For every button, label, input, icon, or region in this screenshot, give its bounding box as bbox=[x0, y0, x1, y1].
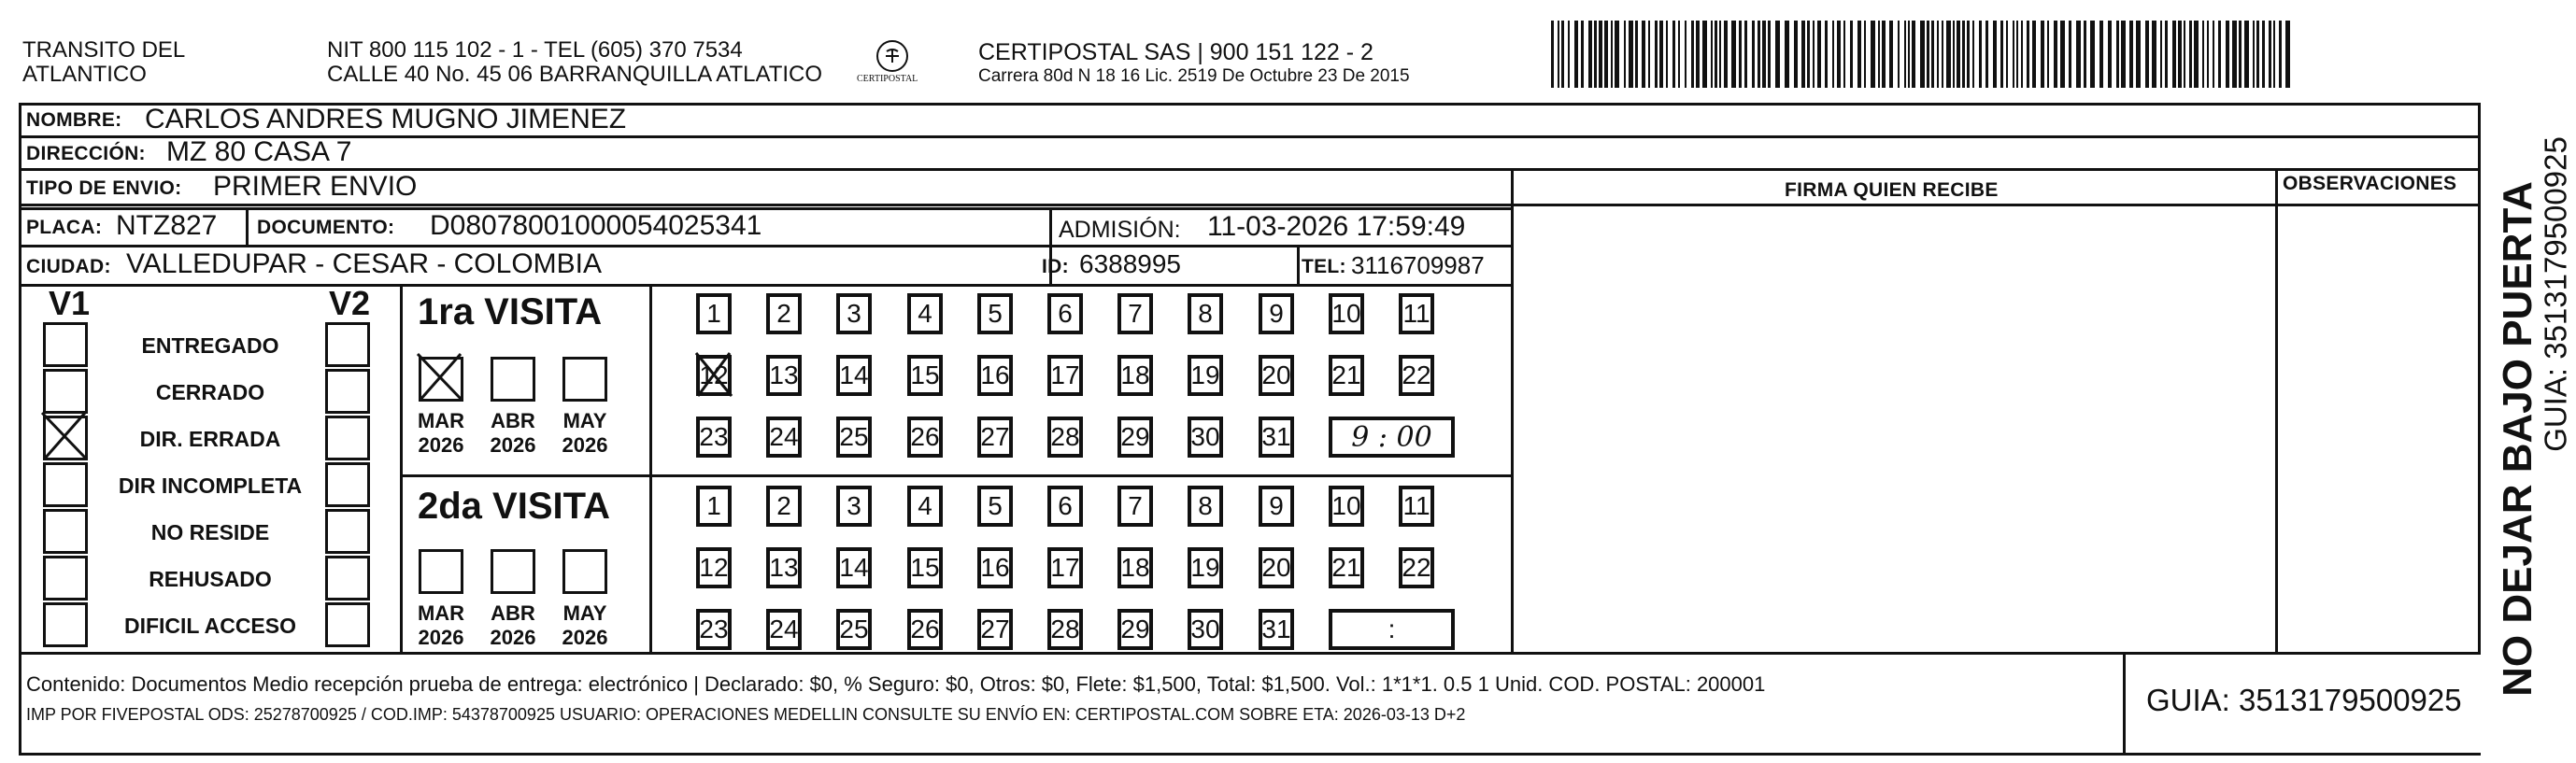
status-label: DIR. ERRADA bbox=[139, 427, 281, 451]
day-box[interactable]: 15 bbox=[907, 355, 943, 396]
check-mark-icon bbox=[414, 352, 466, 404]
barcode-bar bbox=[1843, 21, 1845, 88]
license-line: Carrera 80d N 18 16 Lic. 2519 De Octubre 23 De 2015 bbox=[978, 66, 1410, 86]
id-value: 6388995 bbox=[1079, 249, 1182, 278]
v1-checkbox[interactable] bbox=[43, 416, 88, 460]
barcode-bar bbox=[2184, 21, 2185, 88]
status-label: ENTREGADO bbox=[141, 333, 279, 358]
barcode-bar bbox=[1581, 21, 1584, 88]
month-label: MAY 2026 bbox=[562, 601, 608, 650]
day-box[interactable]: 1 bbox=[696, 293, 732, 334]
barcode-bar bbox=[1615, 21, 1619, 88]
barcode-bar bbox=[2108, 21, 2112, 88]
company-name-line1: TRANSITO DEL bbox=[22, 37, 186, 63]
v1-checkbox[interactable] bbox=[43, 369, 88, 414]
row-divider bbox=[19, 245, 1511, 247]
barcode-bar bbox=[2239, 21, 2242, 88]
visit-divider bbox=[400, 474, 1511, 477]
day-box[interactable]: 27 bbox=[977, 417, 1013, 458]
barcode-bar bbox=[1801, 21, 1805, 88]
barcode-bar bbox=[2202, 21, 2204, 88]
barcode-bar bbox=[2165, 21, 2168, 88]
certipostal-line: CERTIPOSTAL SAS | 900 151 122 - 2 bbox=[978, 39, 1373, 65]
barcode-bar bbox=[2027, 21, 2029, 88]
footer-guia-divider bbox=[2123, 652, 2126, 753]
barcode-bar bbox=[2218, 21, 2221, 88]
barcode-bar bbox=[1696, 21, 1700, 88]
v1-checkbox[interactable] bbox=[43, 509, 88, 554]
visit1-title: 1ra VISITA bbox=[418, 291, 603, 332]
barcode-bar bbox=[2032, 21, 2036, 88]
calendar-divider bbox=[649, 284, 652, 652]
status-label: REHUSADO bbox=[149, 567, 272, 591]
day-box[interactable]: 13 bbox=[766, 355, 802, 396]
day-box[interactable]: 10 bbox=[1329, 486, 1364, 527]
day-box[interactable]: 31 bbox=[1259, 417, 1294, 458]
barcode-bar bbox=[2000, 21, 2003, 88]
barcode-bar bbox=[1624, 21, 1626, 88]
barcode-bar bbox=[1758, 21, 1760, 88]
day-box[interactable]: 29 bbox=[1117, 609, 1153, 650]
status-label: NO RESIDE bbox=[150, 520, 270, 544]
barcode-bar bbox=[1979, 21, 1982, 88]
day-box[interactable]: 30 bbox=[1188, 417, 1223, 458]
barcode-bar bbox=[2262, 21, 2265, 88]
v1-label: V1 bbox=[49, 284, 91, 322]
barcode-bar bbox=[1739, 21, 1742, 88]
signature-left-line bbox=[1511, 168, 1514, 652]
frame-bottom-line bbox=[19, 753, 2481, 756]
barcode-bar bbox=[2006, 21, 2008, 88]
barcode-bar bbox=[1594, 21, 1597, 88]
time-box[interactable] bbox=[1329, 417, 1455, 458]
row-divider bbox=[19, 207, 1511, 210]
barcode-bar bbox=[2129, 21, 2133, 88]
firma-label: FIRMA QUIEN RECIBE bbox=[1785, 179, 1999, 201]
barcode-bar bbox=[2189, 21, 2192, 88]
barcode-bar bbox=[1904, 21, 1906, 88]
barcode-bar bbox=[1985, 21, 1988, 88]
barcode-bar bbox=[2013, 21, 2014, 88]
barcode-bar bbox=[2152, 21, 2156, 88]
barcode-bar bbox=[1993, 21, 1997, 88]
barcode-bar bbox=[2121, 21, 2126, 88]
barcode-bar bbox=[2172, 21, 2176, 88]
day-box[interactable]: 31 bbox=[1259, 609, 1294, 650]
barcode bbox=[1551, 21, 2298, 91]
company-name-line2: ATLANTICO bbox=[22, 62, 147, 87]
barcode-bar bbox=[1817, 21, 1821, 88]
day-box[interactable]: 5 bbox=[977, 486, 1013, 527]
barcode-bar bbox=[1962, 21, 1965, 88]
barcode-bar bbox=[2021, 21, 2023, 88]
day-box[interactable]: 11 bbox=[1399, 486, 1434, 527]
day-box[interactable]: 23 bbox=[696, 417, 732, 458]
barcode-bar bbox=[2090, 21, 2095, 88]
month-checkbox[interactable] bbox=[562, 549, 607, 594]
no-dejar-bajo-puerta: NO DEJAR BAJO PUERTA bbox=[2495, 181, 2540, 697]
day-box[interactable]: 29 bbox=[1117, 417, 1153, 458]
barcode-bar bbox=[1611, 21, 1613, 88]
barcode-bar bbox=[2145, 21, 2149, 88]
day-box[interactable]: 6 bbox=[1047, 486, 1083, 527]
day-box[interactable]: 20 bbox=[1259, 547, 1294, 588]
barcode-bar bbox=[2244, 21, 2249, 88]
placa-divider bbox=[246, 207, 249, 245]
day-box[interactable]: 14 bbox=[836, 547, 872, 588]
day-box[interactable]: 1 bbox=[696, 486, 732, 527]
signature-header-line bbox=[1511, 204, 2478, 206]
barcode-bar bbox=[1655, 21, 1658, 88]
barcode-bar bbox=[1752, 21, 1755, 88]
month-label: ABR 2026 bbox=[490, 601, 536, 650]
day-box[interactable]: 28 bbox=[1047, 609, 1083, 650]
certipostal-logo bbox=[855, 37, 930, 92]
barcode-bar bbox=[2253, 21, 2255, 88]
barcode-bar bbox=[1794, 21, 1798, 88]
check-mark-icon bbox=[38, 411, 91, 463]
v2-checkbox[interactable] bbox=[325, 322, 370, 367]
barcode-bar bbox=[2285, 21, 2290, 88]
barcode-bar bbox=[1898, 21, 1900, 88]
barcode-bar bbox=[1762, 21, 1766, 88]
side-guia: GUIA: 3513179500925 bbox=[2538, 136, 2573, 452]
address-line: CALLE 40 No. 45 06 BARRANQUILLA ATLATICO bbox=[327, 62, 823, 87]
barcode-bar bbox=[1871, 21, 1875, 88]
id-label: ID: bbox=[1042, 256, 1069, 277]
barcode-bar bbox=[1574, 21, 1578, 88]
barcode-bar bbox=[1561, 21, 1564, 88]
day-box[interactable]: 18 bbox=[1117, 355, 1153, 396]
barcode-bar bbox=[1912, 21, 1915, 88]
barcode-bar bbox=[1857, 21, 1861, 88]
month-checkbox[interactable] bbox=[419, 549, 463, 594]
barcode-bar bbox=[1666, 21, 1668, 88]
v2-checkbox[interactable] bbox=[325, 509, 370, 554]
footer-guia: GUIA: 3513179500925 bbox=[2146, 683, 2462, 717]
barcode-bar bbox=[1889, 21, 1893, 88]
barcode-bar bbox=[2160, 21, 2162, 88]
day-box[interactable]: 25 bbox=[836, 609, 872, 650]
day-box[interactable]: 24 bbox=[766, 417, 802, 458]
v2-checkbox[interactable] bbox=[325, 416, 370, 460]
month-checkbox[interactable] bbox=[491, 357, 535, 402]
barcode-bar bbox=[1642, 21, 1645, 88]
barcode-bar bbox=[2069, 21, 2071, 88]
barcode-bar bbox=[1785, 21, 1789, 88]
v2-label: V2 bbox=[329, 284, 371, 322]
barcode-bar bbox=[1599, 21, 1602, 88]
day-box[interactable]: 7 bbox=[1117, 486, 1153, 527]
status-label: DIR INCOMPLETA bbox=[118, 473, 303, 498]
placa-label: PLACA: bbox=[26, 217, 103, 238]
tipo-envio-value: PRIMER ENVIO bbox=[213, 171, 418, 202]
v1-checkbox[interactable] bbox=[43, 462, 88, 507]
day-box[interactable]: 8 bbox=[1188, 486, 1223, 527]
visit2-title: 2da VISITA bbox=[418, 486, 610, 527]
v2-checkbox[interactable] bbox=[325, 369, 370, 414]
barcode-bar bbox=[2256, 21, 2259, 88]
barcode-bar bbox=[1832, 21, 1834, 88]
barcode-bar bbox=[1685, 21, 1686, 88]
month-label: MAR 2026 bbox=[417, 409, 465, 458]
ciudad-value: VALLEDUPAR - CESAR - COLOMBIA bbox=[126, 248, 603, 279]
day-box[interactable]: 12 bbox=[696, 355, 732, 396]
barcode-bar bbox=[1604, 21, 1608, 88]
barcode-bar bbox=[2054, 21, 2057, 88]
barcode-bar bbox=[1672, 21, 1675, 88]
time-value: 9 : 00 bbox=[1351, 420, 1432, 454]
barcode-bar bbox=[1878, 21, 1880, 88]
time-box[interactable] bbox=[1329, 609, 1455, 650]
day-box[interactable]: 3 bbox=[836, 486, 872, 527]
day-box[interactable]: 18 bbox=[1117, 547, 1153, 588]
barcode-bar bbox=[2047, 21, 2049, 88]
day-box[interactable]: 24 bbox=[766, 609, 802, 650]
day-box[interactable]: 26 bbox=[907, 609, 943, 650]
frame-left-line bbox=[19, 103, 21, 753]
v2-checkbox[interactable] bbox=[325, 556, 370, 601]
day-box[interactable]: 20 bbox=[1259, 355, 1294, 396]
barcode-bar bbox=[1807, 21, 1810, 88]
barcode-bar bbox=[2279, 21, 2282, 88]
barcode-bar bbox=[2273, 21, 2275, 88]
day-box[interactable]: 14 bbox=[836, 355, 872, 396]
day-box[interactable]: 27 bbox=[977, 609, 1013, 650]
day-box[interactable]: 9 bbox=[1259, 486, 1294, 527]
month-checkbox[interactable] bbox=[491, 549, 535, 594]
barcode-bar bbox=[2041, 21, 2044, 88]
month-label: MAR 2026 bbox=[417, 601, 465, 650]
barcode-bar bbox=[1724, 21, 1728, 88]
day-box[interactable]: 28 bbox=[1047, 417, 1083, 458]
day-box[interactable]: 21 bbox=[1329, 547, 1364, 588]
day-box[interactable]: 22 bbox=[1399, 547, 1434, 588]
barcode-bar bbox=[2178, 21, 2182, 88]
barcode-bar bbox=[1719, 21, 1721, 88]
barcode-bar bbox=[1850, 21, 1853, 88]
day-box[interactable]: 15 bbox=[907, 547, 943, 588]
barcode-bar bbox=[2116, 21, 2119, 88]
day-box[interactable]: 16 bbox=[977, 547, 1013, 588]
barcode-bar bbox=[1711, 21, 1713, 88]
row-divider bbox=[19, 284, 1511, 287]
observaciones-label: OBSERVACIONES bbox=[2283, 173, 2457, 194]
footer-top-line bbox=[19, 652, 2481, 655]
day-box[interactable]: 11 bbox=[1399, 293, 1434, 334]
day-box[interactable]: 12 bbox=[696, 547, 732, 588]
day-box[interactable]: 7 bbox=[1117, 293, 1153, 334]
barcode-bar bbox=[2207, 21, 2209, 88]
barcode-bar bbox=[1927, 21, 1929, 88]
day-box[interactable]: 2 bbox=[766, 293, 802, 334]
barcode-bar bbox=[2232, 21, 2237, 88]
barcode-bar bbox=[1768, 21, 1771, 88]
month-label: MAY 2026 bbox=[562, 409, 608, 458]
placa-value: NTZ827 bbox=[116, 210, 218, 241]
month-label: ABR 2026 bbox=[490, 409, 536, 458]
day-box[interactable]: 9 bbox=[1259, 293, 1294, 334]
documento-label: DOCUMENTO: bbox=[257, 217, 395, 238]
row-divider bbox=[19, 135, 2478, 138]
day-box[interactable]: 17 bbox=[1047, 547, 1083, 588]
check-mark-icon bbox=[692, 351, 735, 400]
barcode-bar bbox=[1731, 21, 1736, 88]
day-box[interactable]: 10 bbox=[1329, 293, 1364, 334]
day-box[interactable]: 19 bbox=[1188, 547, 1223, 588]
barcode-bar bbox=[2194, 21, 2199, 88]
barcode-bar bbox=[1775, 21, 1780, 88]
nombre-label: NOMBRE: bbox=[26, 109, 122, 131]
barcode-bar bbox=[2016, 21, 2018, 88]
day-box[interactable]: 22 bbox=[1399, 355, 1434, 396]
barcode-bar bbox=[2076, 21, 2081, 88]
day-box[interactable]: 13 bbox=[766, 547, 802, 588]
barcode-bar bbox=[1691, 21, 1694, 88]
status-label: DIFICIL ACCESO bbox=[123, 614, 296, 638]
barcode-bar bbox=[2060, 21, 2065, 88]
month-checkbox[interactable] bbox=[419, 357, 463, 402]
nombre-value: CARLOS ANDRES MUGNO JIMENEZ bbox=[145, 104, 627, 134]
barcode-bar bbox=[1972, 21, 1974, 88]
day-box[interactable]: 30 bbox=[1188, 609, 1223, 650]
barcode-bar bbox=[1715, 21, 1717, 88]
barcode-bar bbox=[1678, 21, 1680, 88]
day-box[interactable]: 21 bbox=[1329, 355, 1364, 396]
tel-label: TEL: bbox=[1302, 256, 1346, 277]
barcode-bar bbox=[1920, 21, 1925, 88]
day-box[interactable]: 19 bbox=[1188, 355, 1223, 396]
barcode-bar bbox=[1813, 21, 1815, 88]
barcode-bar bbox=[1702, 21, 1707, 88]
barcode-bar bbox=[1568, 21, 1570, 88]
barcode-bar bbox=[1659, 21, 1663, 88]
barcode-bar bbox=[1953, 21, 1955, 88]
footer-imp: IMP POR FIVEPOSTAL ODS: 25278700925 / COD.IMP: 54378700925 USUARIO: OPERACIONES MEDELLIN CONSULTE SU ENVÍO EN: CERTIPOSTAL.COM SOBRE ETA: 2026-03-13 D+2 bbox=[26, 705, 1466, 724]
barcode-bar bbox=[1937, 21, 1939, 88]
barcode-bar bbox=[1957, 21, 1960, 88]
day-box[interactable]: 4 bbox=[907, 486, 943, 527]
admision-label: ADMISIÓN: bbox=[1059, 217, 1181, 243]
barcode-bar bbox=[2269, 21, 2271, 88]
admision-value: 11-03-2026 17:59:49 bbox=[1207, 211, 1466, 242]
obs-right-line bbox=[2478, 168, 2481, 652]
day-box[interactable]: 2 bbox=[766, 486, 802, 527]
barcode-bar bbox=[1908, 21, 1910, 88]
nit-line: NIT 800 115 102 - 1 - TEL (605) 370 7534 bbox=[327, 37, 743, 63]
barcode-bar bbox=[1551, 21, 1554, 88]
direccion-value: MZ 80 CASA 7 bbox=[166, 136, 352, 167]
day-box[interactable]: 5 bbox=[977, 293, 1013, 334]
barcode-bar bbox=[1931, 21, 1934, 88]
logo-text: CERTIPOSTAL bbox=[857, 74, 918, 84]
v1-checkbox[interactable] bbox=[43, 322, 88, 367]
status-divider bbox=[400, 284, 403, 652]
v2-checkbox[interactable] bbox=[325, 462, 370, 507]
day-box[interactable]: 16 bbox=[977, 355, 1013, 396]
barcode-bar bbox=[2136, 21, 2141, 88]
day-box[interactable]: 25 bbox=[836, 417, 872, 458]
barcode-bar bbox=[1942, 21, 1943, 88]
ciudad-label: CIUDAD: bbox=[26, 256, 111, 277]
day-box[interactable]: 17 bbox=[1047, 355, 1083, 396]
v1-checkbox[interactable] bbox=[43, 556, 88, 601]
barcode-bar bbox=[1825, 21, 1828, 88]
month-checkbox[interactable] bbox=[562, 357, 607, 402]
barcode-bar bbox=[1588, 21, 1592, 88]
tipo-envio-label: TIPO DE ENVIO: bbox=[26, 177, 182, 199]
barcode-bar bbox=[1744, 21, 1747, 88]
v1-checkbox[interactable] bbox=[43, 602, 88, 647]
barcode-bar bbox=[1629, 21, 1633, 88]
barcode-bar bbox=[1864, 21, 1866, 88]
barcode-bar bbox=[1635, 21, 1638, 88]
day-box[interactable]: 3 bbox=[836, 293, 872, 334]
barcode-bar bbox=[1946, 21, 1951, 88]
barcode-bar bbox=[1837, 21, 1841, 88]
day-box[interactable]: 26 bbox=[907, 417, 943, 458]
barcode-bar bbox=[1648, 21, 1650, 88]
day-box[interactable]: 6 bbox=[1047, 293, 1083, 334]
barcode-bar bbox=[1882, 21, 1886, 88]
tel-divider bbox=[1297, 245, 1300, 284]
documento-value: D08078001000054025341 bbox=[430, 210, 762, 241]
barcode-bar bbox=[2213, 21, 2214, 88]
day-box[interactable]: 8 bbox=[1188, 293, 1223, 334]
barcode-bar bbox=[2084, 21, 2086, 88]
barcode-bar bbox=[2099, 21, 2103, 88]
status-label: CERRADO bbox=[155, 380, 265, 404]
tel-value: 3116709987 bbox=[1351, 251, 1485, 279]
direccion-label: DIRECCIÓN: bbox=[26, 143, 146, 164]
time-value: : bbox=[1388, 615, 1396, 643]
day-box[interactable]: 23 bbox=[696, 609, 732, 650]
barcode-bar bbox=[1558, 21, 1559, 88]
barcode-bar bbox=[2226, 21, 2229, 88]
obs-left-line bbox=[2275, 168, 2278, 652]
day-box[interactable]: 4 bbox=[907, 293, 943, 334]
barcode-bar bbox=[1967, 21, 1970, 88]
v2-checkbox[interactable] bbox=[325, 602, 370, 647]
footer-contenido: Contenido: Documentos Medio recepción prueba de entrega: electrónico | Declarado: $0, % Seguro: $0, Otros: $0, Flete: $1,500, Total: $1,500. Vol.: 1*1*1. 0.5 1 Unid. COD. POSTAL: 200001 bbox=[26, 672, 1766, 696]
